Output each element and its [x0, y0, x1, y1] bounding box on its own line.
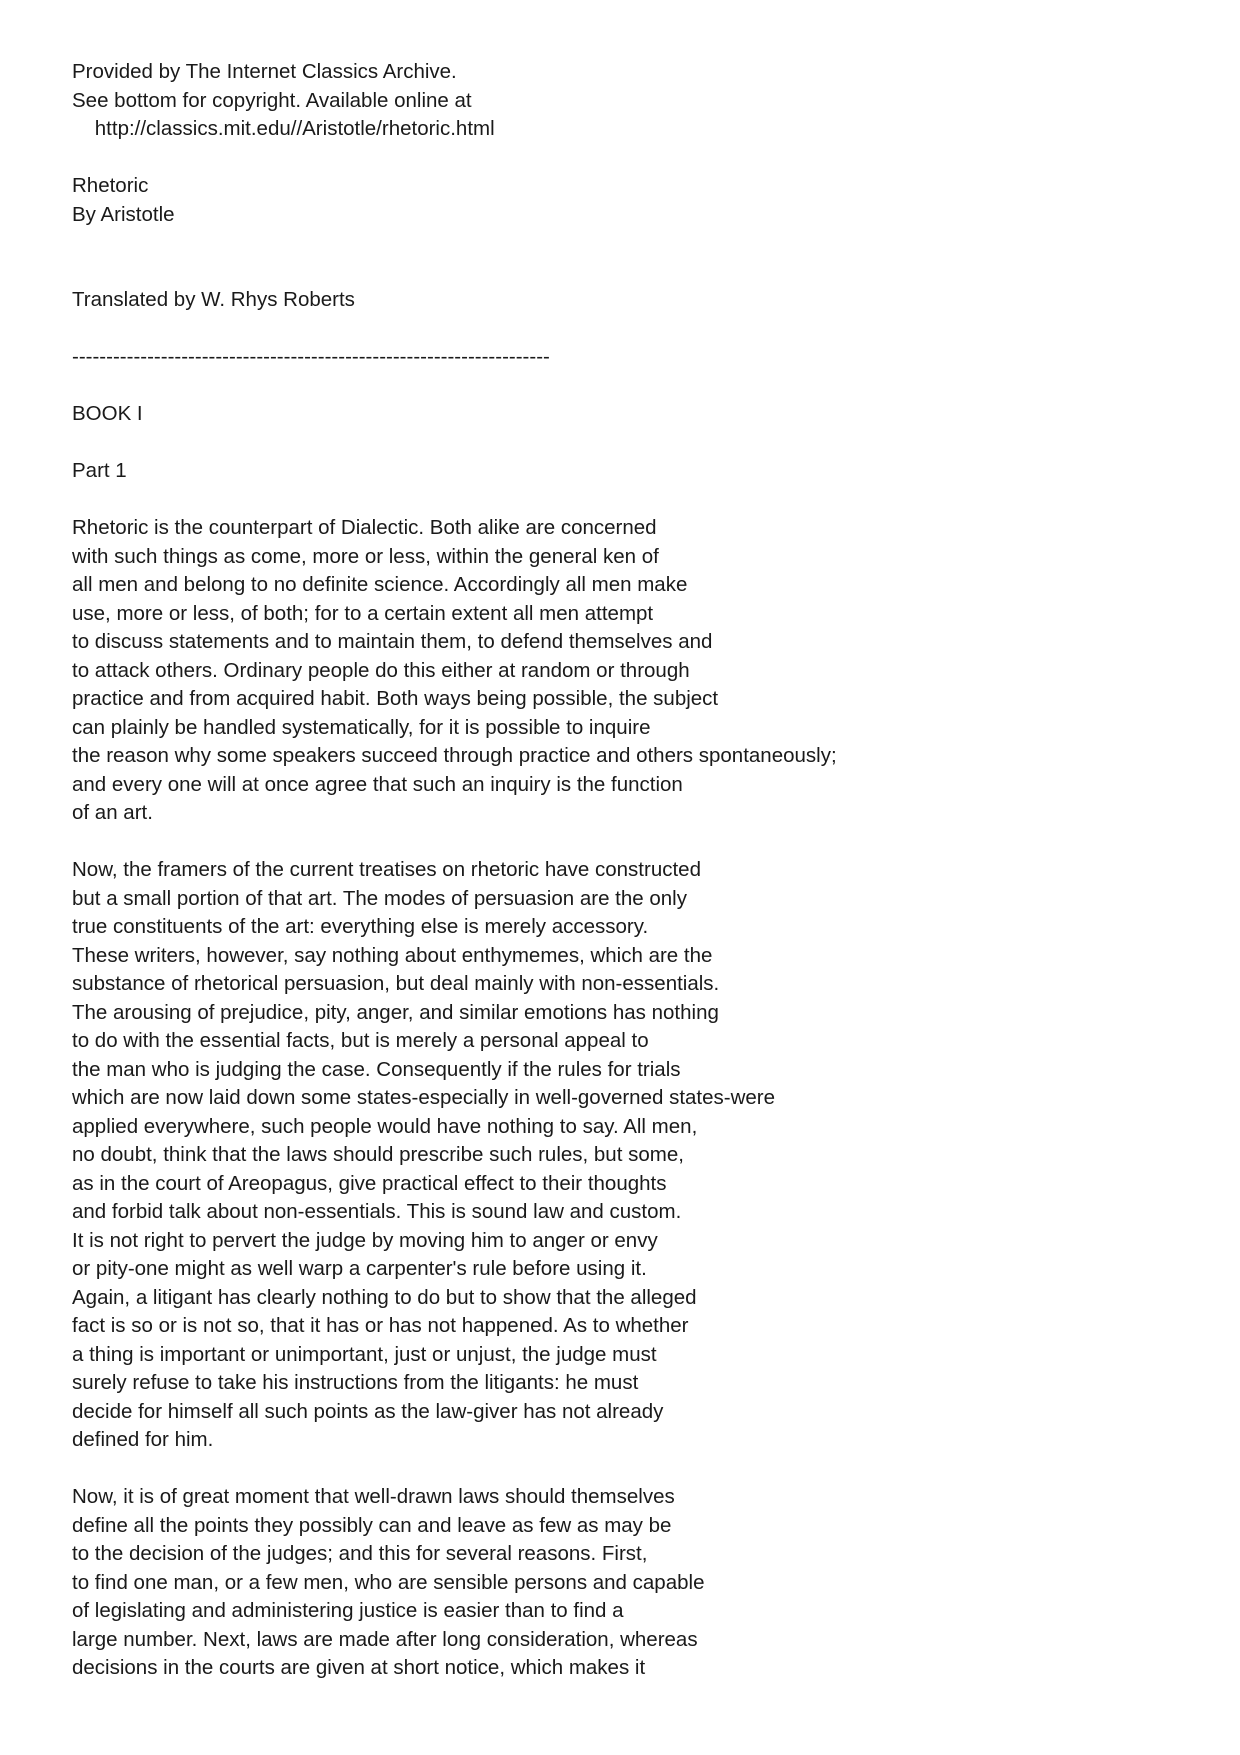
text-line: no doubt, think that the laws should prescribe such rules, but some,	[72, 1143, 684, 1166]
provided-by-line: Provided by The Internet Classics Archive.	[72, 60, 457, 83]
spacer	[72, 486, 1172, 515]
text-line: all men and belong to no definite science. Accordingly all men make	[72, 573, 688, 596]
document-page	[72, 58, 1172, 1683]
text-line: with such things as come, more or less, within the general ken of	[72, 544, 659, 568]
text-line: of an art.	[72, 801, 153, 824]
text-line: defined for him.	[72, 1428, 214, 1451]
text-line: use, more or less, of both; for to a certain extent all men attempt	[72, 601, 654, 625]
text-line: a thing is important or unimportant, just or unjust, the judge must	[72, 1342, 657, 1366]
text-line: Now, it is of great moment that well-drawn laws should themselves	[72, 1485, 675, 1508]
text-line: surely refuse to take his instructions from the litigants: he must	[72, 1371, 639, 1394]
copyright-note-line: See bottom for copyright. Available online at	[72, 88, 472, 112]
text-line: Again, a litigant has clearly nothing to do but to show that the alleged	[72, 1285, 697, 1309]
spacer	[72, 1455, 1172, 1484]
text-line: and forbid talk about non-essentials. This is sound law and custom.	[72, 1200, 682, 1223]
text-line: to do with the essential facts, but is merely a personal appeal to	[72, 1029, 649, 1052]
text-line: fact is so or is not so, that it has or has not happened. As to whether	[72, 1314, 689, 1337]
document-author: By Aristotle	[72, 202, 175, 226]
text-line: as in the court of Areopagus, give practical effect to their thoughts	[72, 1171, 667, 1195]
spacer	[72, 828, 1172, 857]
text-line: define all the points they possibly can and leave as few as may be	[72, 1513, 672, 1537]
text-line: or pity-one might as well warp a carpenter's rule before using it.	[72, 1257, 647, 1280]
text-line: large number. Next, laws are made after long consideration, whereas	[72, 1627, 698, 1651]
book-heading: BOOK I	[72, 402, 143, 425]
text-line: Rhetoric is the counterpart of Dialectic. Both alike are concerned	[72, 516, 657, 539]
text-line: It is not right to pervert the judge by moving him to anger or envy	[72, 1228, 658, 1252]
text-line: decisions in the courts are given at short notice, which makes it	[72, 1656, 646, 1679]
text-line: the man who is judging the case. Consequently if the rules for trials	[72, 1057, 681, 1081]
text-line: These writers, however, say nothing about enthymemes, which are the	[72, 943, 713, 967]
text-line: but a small portion of that art. The modes of persuasion are the only	[72, 886, 687, 910]
divider-line: ----------------------------------------------------------------------	[72, 345, 550, 368]
text-line: substance of rhetorical persuasion, but deal mainly with non-essentials.	[72, 972, 720, 995]
spacer	[72, 315, 1172, 344]
text-line: of legislating and administering justice is easier than to find a	[72, 1599, 624, 1622]
text-line: the reason why some speakers succeed through practice and others spontaneously;	[72, 744, 837, 767]
document-title: Rhetoric	[72, 174, 149, 197]
spacer	[72, 429, 1172, 458]
text-line: which are now laid down some states-especially in well-governed states-were	[72, 1086, 776, 1109]
spacer	[72, 229, 1172, 258]
paragraph-3	[72, 1483, 1172, 1683]
text-line: applied everywhere, such people would have nothing to say. All men,	[72, 1114, 698, 1138]
text-line: true constituents of the art: everything else is merely accessory.	[72, 915, 649, 938]
paragraph-1	[72, 514, 1172, 828]
text-line: to the decision of the judges; and this for several reasons. First,	[72, 1542, 648, 1565]
text-line: can plainly be handled systematically, for it is possible to inquire	[72, 715, 651, 739]
text-line: The arousing of prejudice, pity, anger, and similar emotions has nothing	[72, 1000, 719, 1024]
text-line: to attack others. Ordinary people do this either at random or through	[72, 658, 690, 682]
part-heading: Part 1	[72, 459, 127, 482]
text-line: decide for himself all such points as the law-giver has not already	[72, 1399, 664, 1423]
text-line: Now, the framers of the current treatises on rhetoric have constructed	[72, 858, 701, 881]
source-url-line: http://classics.mit.edu//Aristotle/rhetoric.html	[72, 117, 495, 140]
translator-line: Translated by W. Rhys Roberts	[72, 288, 355, 311]
paragraph-2	[72, 856, 1172, 1455]
text-line: to find one man, or a few men, who are sensible persons and capable	[72, 1570, 705, 1594]
spacer	[72, 372, 1172, 401]
text-line: and every one will at once agree that such an inquiry is the function	[72, 772, 683, 796]
text-line: to discuss statements and to maintain them, to defend themselves and	[72, 630, 713, 653]
text-line: practice and from acquired habit. Both ways being possible, the subject	[72, 687, 719, 710]
spacer	[72, 144, 1172, 173]
spacer	[72, 258, 1172, 287]
